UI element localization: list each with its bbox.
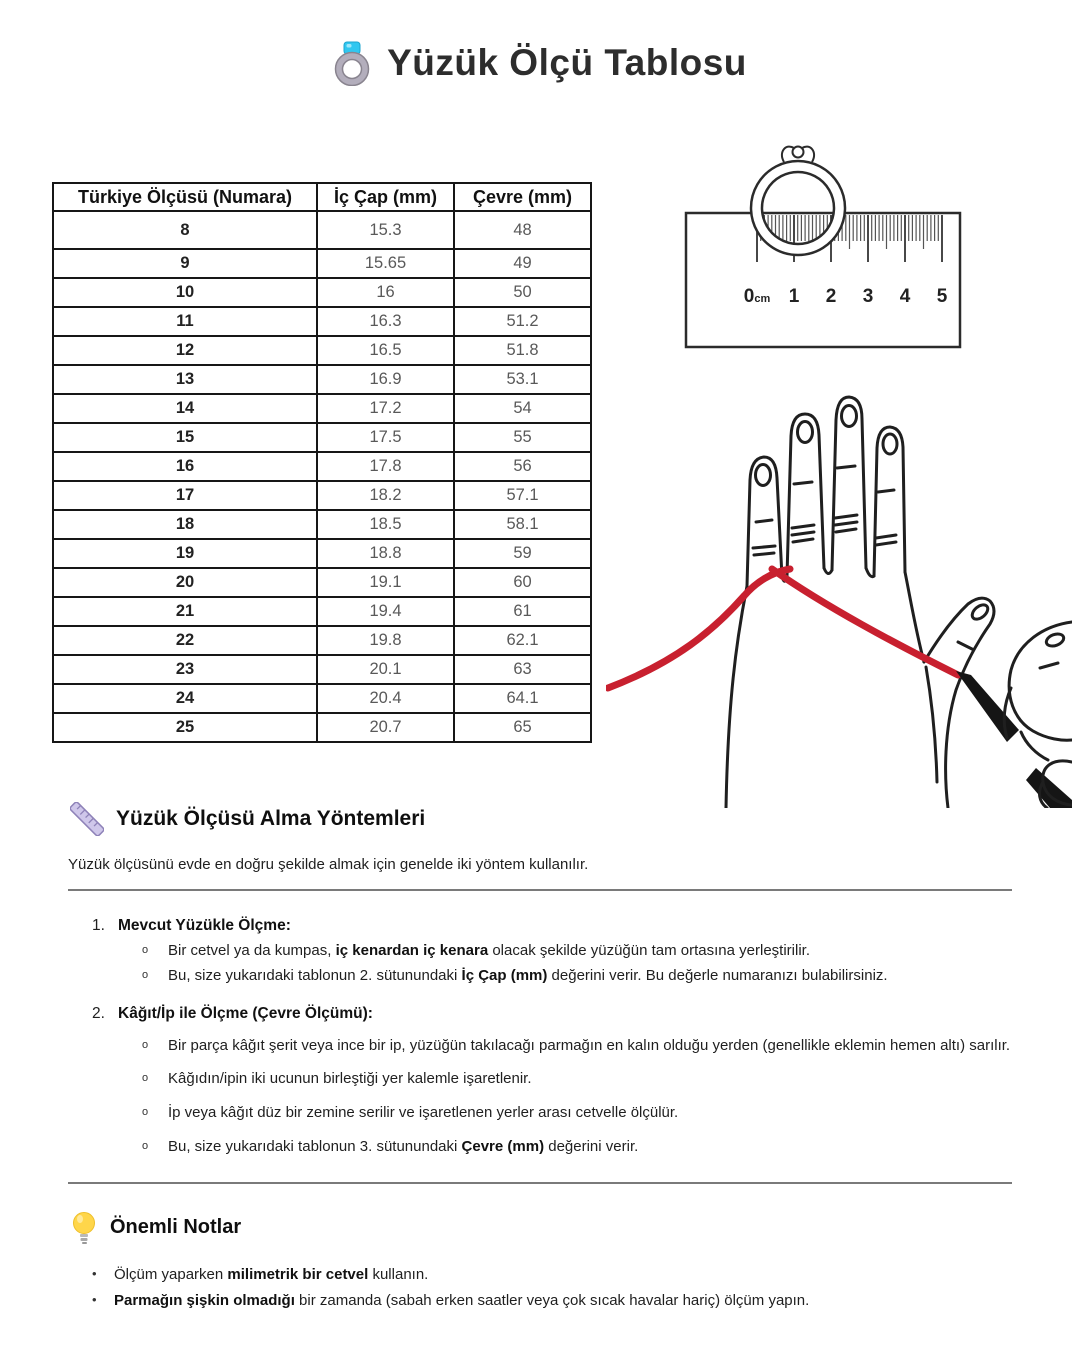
inner-diameter-cell: 16.9 xyxy=(317,365,454,394)
ring-size-table xyxy=(52,182,592,743)
notes-heading-text: Önemli Notlar xyxy=(110,1216,242,1238)
circumference-cell: 56 xyxy=(454,452,591,481)
text-run: Bir cetvel ya da kumpas, xyxy=(168,942,336,959)
size-number-cell: 19 xyxy=(53,539,317,568)
circle-bullet-marker: o xyxy=(142,968,149,981)
ruler-number: 0cm xyxy=(743,286,771,307)
inner-diameter-cell: 18.8 xyxy=(317,539,454,568)
table-row xyxy=(53,394,591,423)
ring-on-ruler-figure xyxy=(682,140,967,352)
hand-outline xyxy=(726,397,994,808)
size-number-cell: 10 xyxy=(53,278,317,307)
text-run: Kâğıdın/ipin iki ucunun birleştiği yer kalemle işaretlenir. xyxy=(168,1070,532,1088)
size-number-cell: 25 xyxy=(53,713,317,742)
inner-diameter-cell: 16.3 xyxy=(317,307,454,336)
inner-diameter-cell: 20.4 xyxy=(317,684,454,713)
table-row xyxy=(53,626,591,655)
table-header-row xyxy=(53,183,591,211)
table-row xyxy=(53,278,591,307)
ruler-number: 3 xyxy=(862,286,874,307)
text-run: Parmağın şişkin olmadığı xyxy=(114,1291,295,1309)
size-number-cell: 16 xyxy=(53,452,317,481)
size-number-cell: 23 xyxy=(53,655,317,684)
circumference-cell: 49 xyxy=(454,249,591,278)
document-header xyxy=(0,40,1080,86)
inner-diameter-cell: 18.5 xyxy=(317,510,454,539)
text-run: değerini verir. Bu değerle numaranızı bulabilirsiniz. xyxy=(547,966,888,984)
text-run: İp veya kâğıt düz bir zemine serilir ve işaretlenen yerler arası cetvelle ölçülür. xyxy=(168,1104,679,1121)
circumference-cell: 63 xyxy=(454,655,591,684)
method-bullet-text xyxy=(168,1136,638,1158)
methods-heading-text: Yüzük Ölçüsü Alma Yöntemleri xyxy=(116,807,426,830)
method-bullet xyxy=(142,1102,1080,1124)
inner-diameter-cell: 17.5 xyxy=(317,423,454,452)
circumference-cell: 59 xyxy=(454,539,591,568)
text-run: kullanın. xyxy=(368,1265,429,1283)
dot-bullet-marker: • xyxy=(92,1265,97,1281)
method-bullet xyxy=(142,940,1080,962)
dot-bullet-marker: • xyxy=(92,1291,97,1307)
methods-section-heading xyxy=(70,802,1080,836)
method-bullet-text xyxy=(168,1068,532,1090)
notes-list xyxy=(0,1264,1080,1311)
table-row xyxy=(53,655,591,684)
method-item-number: 2. xyxy=(92,1004,105,1022)
size-number-cell: 17 xyxy=(53,481,317,510)
text-run: olacak şekilde yüzüğün tam ortasına yerleştirilir. xyxy=(488,942,810,959)
table-row xyxy=(53,365,591,394)
text-run: Bir parça kâğıt şerit veya ince bir ip, yüzüğün takılacağı parmağın en kalın olduğu yerden (genellikle eklemin hemen altı) sarılır. xyxy=(168,1036,1011,1054)
circumference-cell: 62.1 xyxy=(454,626,591,655)
circumference-cell: 51.8 xyxy=(454,336,591,365)
size-number-cell: 13 xyxy=(53,365,317,394)
column-header-circumference: Çevre (mm) xyxy=(454,183,591,211)
table-row xyxy=(53,423,591,452)
text-run: Bu, size yukarıdaki tablonun 3. sütunundaki xyxy=(168,1137,462,1155)
method-bullet-text xyxy=(168,1102,678,1124)
size-number-cell: 15 xyxy=(53,423,317,452)
method-bullet-list xyxy=(0,940,1080,987)
circle-bullet-marker: o xyxy=(142,1106,149,1118)
size-number-cell: 20 xyxy=(53,568,317,597)
red-string xyxy=(608,569,958,688)
size-number-cell: 12 xyxy=(53,336,317,365)
circle-bullet-marker: o xyxy=(142,1038,149,1051)
table-row xyxy=(53,597,591,626)
circle-bullet-marker: o xyxy=(142,944,149,956)
method-bullet xyxy=(142,1035,1080,1057)
text-run: iç kenardan iç kenara xyxy=(335,942,489,959)
circle-bullet-marker: o xyxy=(142,1072,149,1085)
size-number-cell: 18 xyxy=(53,510,317,539)
divider xyxy=(68,1182,1012,1184)
method-item-title: Kâğıt/İp ile Ölçme (Çevre Ölçümü): xyxy=(118,1004,373,1022)
intro-paragraph: Yüzük ölçüsünü evde en doğru şekilde almak için genelde iki yöntem kullanılır. xyxy=(68,856,589,873)
inner-diameter-cell: 18.2 xyxy=(317,481,454,510)
size-number-cell: 11 xyxy=(53,307,317,336)
method-item-title: Mevcut Yüzükle Ölçme: xyxy=(118,917,291,934)
size-number-cell: 24 xyxy=(53,684,317,713)
column-header-diameter: İç Çap (mm) xyxy=(317,183,454,211)
circle-bullet-marker: o xyxy=(142,1139,149,1152)
size-number-cell: 22 xyxy=(53,626,317,655)
ring-ornament xyxy=(782,147,814,163)
text-run: Ölçüm yaparken xyxy=(114,1265,228,1283)
inner-diameter-cell: 20.1 xyxy=(317,655,454,684)
inner-diameter-cell: 17.2 xyxy=(317,394,454,423)
circumference-cell: 50 xyxy=(454,278,591,307)
circumference-cell: 48 xyxy=(454,211,591,249)
text-run: Çevre (mm) xyxy=(461,1137,545,1155)
column-header-size: Türkiye Ölçüsü (Numara) xyxy=(53,183,317,211)
circumference-cell: 61 xyxy=(454,597,591,626)
inner-diameter-cell: 20.7 xyxy=(317,713,454,742)
text-sections xyxy=(0,802,1080,1311)
divider xyxy=(68,889,1012,891)
size-number-cell: 8 xyxy=(53,211,317,249)
inner-diameter-cell: 17.8 xyxy=(317,452,454,481)
circumference-cell: 53.1 xyxy=(454,365,591,394)
table-row xyxy=(53,510,591,539)
table-row xyxy=(53,568,591,597)
text-run: Bu, size yukarıdaki tablonun 2. sütunundaki xyxy=(168,966,462,984)
method-bullet-list xyxy=(0,1035,1080,1158)
method-item xyxy=(0,917,1080,987)
method-item xyxy=(0,1005,1080,1158)
table-row xyxy=(53,684,591,713)
inner-diameter-cell: 16 xyxy=(317,278,454,307)
text-run: milimetrik bir cetvel xyxy=(227,1265,369,1283)
table-row xyxy=(53,336,591,365)
hand-illustration xyxy=(606,372,1072,808)
table-row xyxy=(53,249,591,278)
ruler-number: 2 xyxy=(825,286,837,307)
note-bullet xyxy=(92,1290,1080,1311)
text-run: değerini verir. xyxy=(544,1137,639,1155)
methods-list xyxy=(0,917,1080,1158)
inner-diameter-cell: 19.1 xyxy=(317,568,454,597)
method-bullet xyxy=(142,1136,1080,1158)
method-item-heading xyxy=(92,1005,1080,1023)
table-row xyxy=(53,211,591,249)
text-run: İç Çap (mm) xyxy=(461,966,548,984)
table-row xyxy=(53,307,591,336)
ring-icon xyxy=(333,40,371,86)
method-bullet-text xyxy=(168,940,810,962)
ruler-number: 5 xyxy=(936,286,948,307)
circumference-cell: 60 xyxy=(454,568,591,597)
circumference-cell: 65 xyxy=(454,713,591,742)
inner-diameter-cell: 15.3 xyxy=(317,211,454,249)
circumference-cell: 57.1 xyxy=(454,481,591,510)
inner-diameter-cell: 19.8 xyxy=(317,626,454,655)
text-run: bir zamanda (sabah erken saatler veya çok sıcak havalar hariç) ölçüm yapın. xyxy=(294,1291,810,1309)
size-number-cell: 21 xyxy=(53,597,317,626)
size-number-cell: 14 xyxy=(53,394,317,423)
circumference-cell: 51.2 xyxy=(454,307,591,336)
size-table-body xyxy=(53,211,591,742)
note-bullet-text xyxy=(114,1290,809,1311)
inner-diameter-cell: 19.4 xyxy=(317,597,454,626)
table-row xyxy=(53,539,591,568)
method-bullet xyxy=(142,1068,1080,1090)
note-bullet-text xyxy=(114,1264,428,1285)
ruler-icon xyxy=(70,802,104,836)
table-row xyxy=(53,452,591,481)
method-bullet-text xyxy=(168,965,888,987)
lightbulb-icon xyxy=(70,1210,98,1246)
circumference-cell: 58.1 xyxy=(454,510,591,539)
table-row xyxy=(53,713,591,742)
ruler-number: 1 xyxy=(788,286,800,307)
method-bullet-text xyxy=(168,1035,1010,1057)
method-bullet xyxy=(142,965,1080,987)
inner-diameter-cell: 16.5 xyxy=(317,336,454,365)
method-item-number: 1. xyxy=(92,917,105,934)
page-title: Yüzük Ölçü Tablosu xyxy=(387,42,747,83)
circumference-cell: 55 xyxy=(454,423,591,452)
inner-diameter-cell: 15.65 xyxy=(317,249,454,278)
note-bullet xyxy=(92,1264,1080,1285)
ruler-illustration xyxy=(682,140,967,352)
circumference-cell: 54 xyxy=(454,394,591,423)
ruler-number: 4 xyxy=(899,286,911,307)
hand-measuring-figure xyxy=(606,372,1072,808)
method-item-heading xyxy=(92,917,1080,935)
notes-section-heading xyxy=(70,1210,1080,1246)
size-number-cell: 9 xyxy=(53,249,317,278)
circumference-cell: 64.1 xyxy=(454,684,591,713)
table-row xyxy=(53,481,591,510)
